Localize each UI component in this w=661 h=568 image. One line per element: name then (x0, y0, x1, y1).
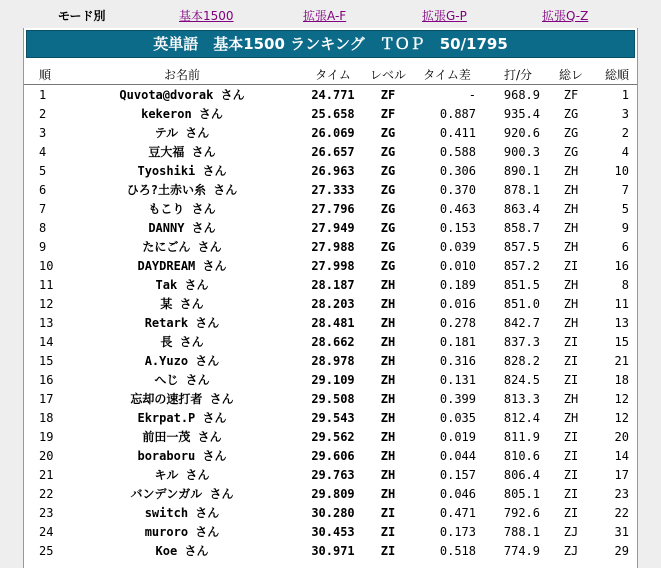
ranking-title: 英単語 基本1500 ランキング ＴＯＰ 50/1795 (26, 30, 635, 58)
cell-name: ひろ?土赤い糸 さん (126, 183, 238, 197)
cell-total-rank: 13 (614, 315, 629, 330)
cell-total-rank: 29 (614, 543, 629, 558)
cell-rank: 3 (39, 125, 47, 140)
cell-time-diff: 0.411 (439, 125, 476, 140)
cell-name: switch さん (144, 506, 220, 520)
col-header-rank: 順 (24, 64, 66, 85)
cell-rank: 25 (39, 543, 54, 558)
cell-total-rank: 12 (614, 410, 629, 425)
table-row (24, 408, 637, 427)
cell-total-rank: 14 (614, 448, 629, 463)
table-row (24, 332, 637, 351)
cell-keys-per-min: 968.9 (503, 87, 540, 102)
cell-time-diff: 0.157 (439, 467, 476, 482)
cell-level: ZG (380, 182, 396, 197)
cell-time-diff: 0.035 (439, 410, 476, 425)
cell-keys-per-min: 863.4 (503, 201, 540, 216)
cell-name: Tyoshiki さん (137, 164, 227, 178)
table-row (24, 218, 637, 237)
cell-rank: 23 (39, 505, 54, 520)
cell-total-level: ZI (563, 486, 579, 501)
col-header-total-level: 総レ (550, 64, 592, 85)
table-row (24, 351, 637, 370)
cell-rank: 17 (39, 391, 54, 406)
cell-time: 27.988 (311, 239, 355, 254)
cell-total-level: ZH (563, 391, 579, 406)
table-row (24, 104, 637, 123)
cell-time-diff: 0.010 (439, 258, 476, 273)
cell-time: 27.998 (311, 258, 355, 273)
cell-total-rank: 31 (614, 524, 629, 539)
cell-name: Tak さん (155, 278, 209, 292)
cell-time-diff: 0.278 (439, 315, 476, 330)
cell-total-rank: 1 (621, 87, 629, 102)
cell-time: 27.949 (311, 220, 355, 235)
cell-name: 長 さん (160, 335, 204, 349)
cell-time-diff: 0.399 (439, 391, 476, 406)
cell-total-rank: 16 (614, 258, 629, 273)
cell-time-diff: 0.189 (439, 277, 476, 292)
table-row (24, 142, 637, 161)
nav-link-basic1500[interactable]: 基本1500 (179, 9, 234, 23)
cell-time: 24.771 (311, 87, 355, 102)
cell-keys-per-min: 774.9 (503, 543, 540, 558)
cell-name: muroro さん (144, 525, 220, 539)
cell-name: A.Yuzo さん (144, 354, 220, 368)
cell-time: 29.508 (311, 391, 355, 406)
cell-keys-per-min: 890.1 (503, 163, 540, 178)
cell-time: 29.109 (311, 372, 355, 387)
cell-keys-per-min: 878.1 (503, 182, 540, 197)
nav-link-ext-a-f[interactable]: 拡張A-F (303, 9, 347, 23)
cell-name: 豆大福 さん (148, 145, 216, 159)
cell-level: ZG (380, 239, 396, 254)
col-header-time-diff: タイム差 (408, 64, 486, 85)
cell-level: ZH (380, 296, 396, 311)
cell-total-level: ZH (563, 182, 579, 197)
cell-level: ZF (380, 106, 396, 121)
table-row (24, 256, 637, 275)
cell-name: DAYDREAM さん (137, 259, 227, 273)
cell-name: DANNY さん (148, 221, 216, 235)
cell-total-level: ZH (563, 277, 579, 292)
cell-time-diff: 0.016 (439, 296, 476, 311)
cell-rank: 24 (39, 524, 54, 539)
cell-time: 26.963 (311, 163, 355, 178)
cell-total-level: ZH (563, 163, 579, 178)
cell-total-level: ZI (563, 258, 579, 273)
cell-total-rank: 7 (621, 182, 629, 197)
cell-keys-per-min: 805.1 (503, 486, 540, 501)
cell-time: 28.978 (311, 353, 355, 368)
cell-rank: 12 (39, 296, 54, 311)
cell-total-rank: 12 (614, 391, 629, 406)
cell-level: ZI (380, 524, 396, 539)
cell-keys-per-min: 811.9 (503, 429, 540, 444)
cell-time: 26.657 (311, 144, 355, 159)
cell-total-level: ZI (563, 505, 579, 520)
cell-name: 忘却の速打者 さん (130, 392, 234, 406)
table-row (24, 427, 637, 446)
cell-time: 27.796 (311, 201, 355, 216)
cell-total-rank: 10 (614, 163, 629, 178)
cell-total-rank: 23 (614, 486, 629, 501)
table-row (24, 389, 637, 408)
cell-total-rank: 9 (621, 220, 629, 235)
table-row (24, 85, 637, 105)
cell-total-level: ZH (563, 315, 579, 330)
cell-level: ZH (380, 429, 396, 444)
cell-time: 30.280 (311, 505, 355, 520)
cell-rank: 21 (39, 467, 54, 482)
cell-name: boraboru さん (137, 449, 227, 463)
table-row (24, 541, 637, 560)
cell-level: ZI (380, 543, 396, 558)
cell-keys-per-min: 812.4 (503, 410, 540, 425)
cell-total-rank: 21 (614, 353, 629, 368)
table-row (24, 123, 637, 142)
cell-keys-per-min: 788.1 (503, 524, 540, 539)
table-row (24, 446, 637, 465)
cell-time: 28.203 (311, 296, 355, 311)
cell-keys-per-min: 824.5 (503, 372, 540, 387)
col-header-time: タイム (298, 64, 368, 85)
cell-total-level: ZG (563, 125, 579, 140)
cell-total-rank: 5 (621, 201, 629, 216)
cell-time-diff: 0.173 (439, 524, 476, 539)
col-header-total-rank: 総順 (592, 64, 637, 85)
cell-level: ZH (380, 315, 396, 330)
cell-name: へじ さん (154, 373, 210, 387)
cell-keys-per-min: 806.4 (503, 467, 540, 482)
cell-rank: 7 (39, 201, 47, 216)
table-row (24, 465, 637, 484)
cell-total-level: ZH (563, 239, 579, 254)
cell-total-rank: 17 (614, 467, 629, 482)
cell-rank: 11 (39, 277, 54, 292)
cell-time-diff: 0.046 (439, 486, 476, 501)
cell-keys-per-min: 920.6 (503, 125, 540, 140)
cell-rank: 13 (39, 315, 54, 330)
cell-rank: 14 (39, 334, 54, 349)
cell-total-rank: 11 (614, 296, 629, 311)
table-row (24, 484, 637, 503)
cell-keys-per-min: 851.5 (503, 277, 540, 292)
cell-total-level: ZJ (563, 524, 579, 539)
cell-rank: 6 (39, 182, 47, 197)
col-header-keys-per-min: 打/分 (486, 64, 550, 85)
cell-keys-per-min: 900.3 (503, 144, 540, 159)
cell-time-diff: 0.471 (439, 505, 476, 520)
cell-total-rank: 18 (614, 372, 629, 387)
cell-keys-per-min: 857.5 (503, 239, 540, 254)
cell-name: Koe さん (155, 544, 209, 558)
cell-time-diff: 0.181 (439, 334, 476, 349)
table-row (24, 161, 637, 180)
cell-rank: 15 (39, 353, 54, 368)
col-header-level: レベル (368, 64, 408, 85)
cell-level: ZF (380, 87, 396, 102)
cell-time: 27.333 (311, 182, 355, 197)
cell-name: バンデンガル さん (130, 487, 234, 501)
cell-name: Quvota@dvorak さん (119, 88, 245, 102)
cell-keys-per-min: 792.6 (503, 505, 540, 520)
cell-name: Ekrpat.P さん (137, 411, 227, 425)
cell-time: 25.658 (311, 106, 355, 121)
cell-rank: 2 (39, 106, 47, 121)
cell-time-diff: 0.370 (439, 182, 476, 197)
cell-rank: 4 (39, 144, 47, 159)
cell-time-diff: 0.044 (439, 448, 476, 463)
cell-level: ZI (380, 505, 396, 520)
cell-keys-per-min: 842.7 (503, 315, 540, 330)
cell-time: 28.187 (311, 277, 355, 292)
cell-time-diff: 0.887 (439, 106, 476, 121)
cell-total-rank: 8 (621, 277, 629, 292)
cell-total-level: ZI (563, 429, 579, 444)
cell-name: 前田一茂 さん (142, 430, 222, 444)
cell-time: 29.763 (311, 467, 355, 482)
cell-level: ZH (380, 391, 396, 406)
nav-link-ext-q-z[interactable]: 拡張Q-Z (542, 9, 589, 23)
cell-level: ZH (380, 334, 396, 349)
cell-total-rank: 3 (621, 106, 629, 121)
table-row (24, 275, 637, 294)
cell-rank: 1 (39, 87, 47, 102)
cell-total-level: ZH (563, 410, 579, 425)
cell-time: 30.453 (311, 524, 355, 539)
cell-keys-per-min: 828.2 (503, 353, 540, 368)
cell-keys-per-min: 813.3 (503, 391, 540, 406)
cell-level: ZG (380, 144, 396, 159)
cell-time-diff: 0.153 (439, 220, 476, 235)
cell-rank: 9 (39, 239, 47, 254)
cell-time: 30.971 (311, 543, 355, 558)
table-header-row (24, 64, 637, 85)
cell-name: たにごん さん (142, 240, 222, 254)
cell-time-diff: - (468, 87, 476, 102)
cell-time-diff: 0.463 (439, 201, 476, 216)
cell-name: Retark さん (144, 316, 220, 330)
cell-name: もこり さん (148, 202, 216, 216)
cell-total-rank: 22 (614, 505, 629, 520)
cell-rank: 16 (39, 372, 54, 387)
cell-total-level: ZH (563, 220, 579, 235)
cell-level: ZH (380, 467, 396, 482)
cell-name: kekeron さん (141, 107, 223, 121)
cell-time: 28.662 (311, 334, 355, 349)
cell-rank: 10 (39, 258, 54, 273)
mode-label: モード別 (58, 9, 106, 23)
cell-time-diff: 0.039 (439, 239, 476, 254)
cell-level: ZH (380, 486, 396, 501)
col-header-name: お名前 (66, 64, 298, 85)
cell-name: 某 さん (160, 297, 204, 311)
table-row (24, 503, 637, 522)
cell-total-rank: 20 (614, 429, 629, 444)
cell-time: 29.562 (311, 429, 355, 444)
cell-total-level: ZG (563, 106, 579, 121)
ranking-table (24, 64, 637, 560)
cell-time-diff: 0.131 (439, 372, 476, 387)
cell-level: ZG (380, 163, 396, 178)
cell-time-diff: 0.316 (439, 353, 476, 368)
table-row (24, 199, 637, 218)
cell-rank: 5 (39, 163, 47, 178)
cell-level: ZG (380, 125, 396, 140)
cell-name: キル さん (154, 468, 210, 482)
cell-time: 29.606 (311, 448, 355, 463)
cell-time-diff: 0.306 (439, 163, 476, 178)
cell-total-rank: 2 (621, 125, 629, 140)
mode-nav (0, 0, 661, 28)
cell-total-level: ZI (563, 334, 579, 349)
cell-total-level: ZH (563, 201, 579, 216)
cell-total-level: ZG (563, 144, 579, 159)
cell-level: ZH (380, 353, 396, 368)
cell-total-level: ZH (563, 296, 579, 311)
table-row (24, 237, 637, 256)
cell-total-rank: 6 (621, 239, 629, 254)
nav-link-ext-g-p[interactable]: 拡張G-P (422, 9, 467, 23)
cell-time: 28.481 (311, 315, 355, 330)
cell-keys-per-min: 935.4 (503, 106, 540, 121)
cell-time: 29.809 (311, 486, 355, 501)
cell-total-level: ZI (563, 353, 579, 368)
cell-rank: 8 (39, 220, 47, 235)
cell-total-level: ZI (563, 448, 579, 463)
cell-rank: 20 (39, 448, 54, 463)
cell-time: 26.069 (311, 125, 355, 140)
cell-total-rank: 4 (621, 144, 629, 159)
cell-time-diff: 0.588 (439, 144, 476, 159)
table-row (24, 522, 637, 541)
cell-rank: 19 (39, 429, 54, 444)
cell-level: ZG (380, 258, 396, 273)
cell-level: ZH (380, 277, 396, 292)
cell-level: ZG (380, 201, 396, 216)
cell-rank: 22 (39, 486, 54, 501)
cell-level: ZH (380, 448, 396, 463)
cell-total-level: ZI (563, 467, 579, 482)
cell-level: ZG (380, 220, 396, 235)
cell-total-rank: 15 (614, 334, 629, 349)
table-row (24, 180, 637, 199)
cell-time: 29.543 (311, 410, 355, 425)
cell-keys-per-min: 857.2 (503, 258, 540, 273)
cell-time-diff: 0.019 (439, 429, 476, 444)
cell-name: テル さん (154, 126, 210, 140)
cell-keys-per-min: 858.7 (503, 220, 540, 235)
cell-keys-per-min: 851.0 (503, 296, 540, 311)
cell-keys-per-min: 810.6 (503, 448, 540, 463)
cell-keys-per-min: 837.3 (503, 334, 540, 349)
cell-time-diff: 0.518 (439, 543, 476, 558)
table-row (24, 370, 637, 389)
cell-total-level: ZJ (563, 543, 579, 558)
ranking-panel (23, 28, 638, 568)
cell-total-level: ZF (563, 87, 579, 102)
cell-level: ZH (380, 372, 396, 387)
cell-rank: 18 (39, 410, 54, 425)
cell-total-level: ZI (563, 372, 579, 387)
cell-level: ZH (380, 410, 396, 425)
table-row (24, 313, 637, 332)
table-row (24, 294, 637, 313)
